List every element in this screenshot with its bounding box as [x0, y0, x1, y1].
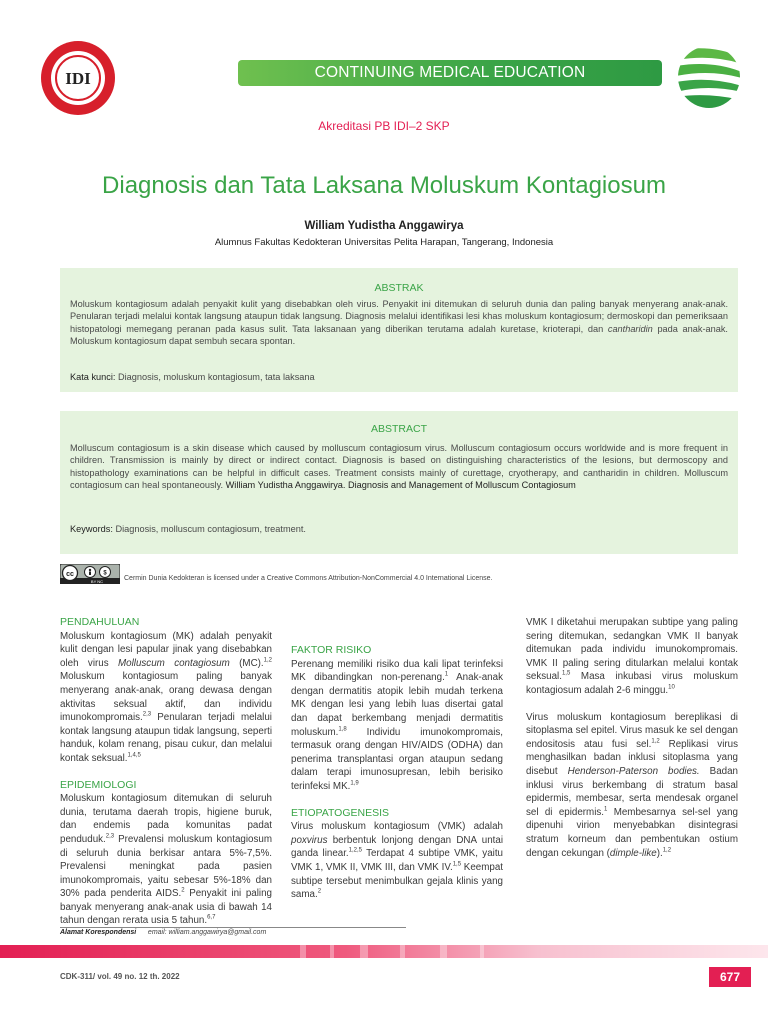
abstrak-keywords: Kata kunci: Diagnosis, moluskum kontagiosum, tata laksana: [70, 372, 315, 382]
accreditation: Akreditasi PB IDI–2 SKP: [318, 119, 450, 133]
column-3: [526, 616, 738, 860]
svg-text:$: $: [103, 570, 107, 577]
cme-banner-text: CONTINUING MEDICAL EDUCATION: [314, 64, 586, 81]
abstract-box: [60, 411, 738, 554]
column-2: [291, 644, 503, 902]
page-number: 677: [709, 967, 751, 987]
section-heading-faktor-risiko: FAKTOR RISIKO: [291, 644, 372, 656]
paragraph-pendahuluan: Moluskum kontagiosum (MK) adalah penyakit kulit dengan lesi papular jinak yang disebabkan oleh virus Molluscum contagiosum (MC).$^{1,2}$ Moluskum kontagiosum paling banyak menyerang anak-anak, orang dewasa dengan aktivitas seksual aktif, dan individu imunokompromais.$^{2,3}$ Penularan terjadi melalui kontak langsung ataupun tidak langsung, seperti handuk, kolam renang, pisau cukur, dan melalui kontak seksual.$^{1,4,5}$: [60, 630, 272, 764]
paragraph-epidemiologi: Moluskum kontagiosum ditemukan di seluruh dunia, terutama daerah tropis, higiene buruk, dan endemis pada komunitas padat penduduk.$^{2,3}$ Prevalensi moluskum kontagiosum di seluruh dunia berkisar antara 5%-7,5%. Prevalensi meningkat pada pasien imunokompromais, yaitu sebesar 5%-18% dan 30% pada penderita AIDS.$^2$ Penyakit ini paling banyak menyerang anak-anak usia di bawah 14 tahun dengan rerata usia 5 tahun.$^{6,7}$: [60, 793, 272, 927]
abstract-keywords: Keywords: Diagnosis, molluscum contagiosum, treatment.: [70, 524, 306, 534]
license-text: Cermin Dunia Kedokteran is licensed under a Creative Commons Attribution-NonCommercial 4.0 International License.: [124, 575, 493, 582]
idi-logo: [38, 38, 118, 118]
svg-text:cc: cc: [66, 571, 74, 578]
abstrak-text: Moluskum kontagiosum adalah penyakit kulit yang disebabkan oleh virus. Penyakit ini ditemukan di seluruh dunia dan paling banyak menyerang anak-anak. Penularan terjadi melalui kontak langsung ataupun tidak langsung. Diagnosis melalui identifikasi lesi khas moluskum kontagiosum; dermoskopi dan pemeriksaan histopatologi memegang peranan pada kasus sulit. Tata laksanaan yang diberikan terutama adalah kuretase, krioterapi, dan cantharidin pada anak-anak. Moluskum kontagiosum dapat sembuh secara spontan.: [70, 299, 728, 347]
abstrak-box: [60, 268, 738, 392]
journal-info: CDK-311/ vol. 49 no. 12 th. 2022: [60, 972, 180, 981]
article-title: Diagnosis dan Tata Laksana Moluskum Kontagiosum: [102, 172, 666, 199]
paragraph-etiopatogenesis-2: Virus moluskum kontagiosum bereplikasi di sitoplasma sel epitel. Virus masuk ke sel dengan endositosis atau fusi sel.$^{1,2}$ Replikasi virus menghasilkan badan inklusi sitoplasma yang disebut Henderson-Paterson bodies. Badan inklusi virus berkembang di stratum basal epidermis, membesar, serta mendesak organel sel di epidermis.$^1$ Membesarnya sel-sel yang dipenuhi virion menyebabkan disintegrasi stratum korneum dan pembentukan ostium dengan cekungan (dimple-like).$^{1,2}$: [526, 711, 738, 859]
section-heading-pendahuluan: PENDAHULUAN: [60, 616, 140, 628]
author-name: William Yudistha Anggawirya: [304, 220, 464, 232]
svg-text:BY NC: BY NC: [90, 579, 104, 584]
divider: [60, 927, 406, 928]
paragraph-etiopatogenesis-1-cont: VMK I diketahui merupakan subtipe yang paling sering ditemukan, sedangkan VMK II banyak ditemukan pada individu imunokompromais. VMK II paling sering ditularkan melalui kontak seksual.$^{1,5}$ Masa inkubasi virus moluskum kontagiosum adalah 2-6 minggu.$^{10}$: [526, 617, 738, 696]
section-heading-etiopatogenesis: ETIOPATOGENESIS: [291, 806, 390, 819]
abstract-heading: ABSTRACT: [370, 423, 427, 435]
abstrak-heading: ABSTRAK: [374, 282, 424, 294]
section-heading-epidemiologi: EPIDEMIOLOGI: [60, 778, 137, 791]
author-affiliation: Alumnus Fakultas Kedokteran Universitas Pelita Harapan, Tangerang, Indonesia: [214, 237, 554, 248]
abstract-text: Molluscum contagiosum is a skin disease which caused by molluscum contagiosum virus. Molluscum contagiosum occurs worldwide and is more frequent in children. Transmission is mainly by direct or indirect contact. Diagnosis is based on distinguishing characteristics of the lesions, but dermoscopy and histopathology examinations can be helpful in difficult cases. Treatment consists mainly of curettage, cryotherapy, and cantharidin in children. Molluscum contagiosum can heal spontaneously. William Yudistha Anggawirya. Diagnosis and Management of Molluscum Contagiosum: [70, 443, 728, 491]
creative-commons-icon: [60, 564, 120, 584]
correspondence: Alamat Korespondensi email: william.anggawirya@gmail.com: [60, 929, 267, 936]
footer-color-stripe: [0, 945, 768, 958]
cdk-globe-logo: [676, 44, 742, 110]
logo-text: IDI: [65, 69, 91, 88]
paragraph-faktor-risiko: Perenang memiliki risiko dua kali lipat terinfeksi MK dibandingkan non-perenang.$^1$ Anak-anak dengan dermatitis atopik lebih mudah terkena MK dengan lesi yang lebih luas disertai gatal dan dapat berkembang menjadi dermatitis moluskum.$^{1,8}$ Individu imunokompromais, termasuk orang dengan HIV/AIDS (ODHA) dan penerima transplantasi organ ataupun sedang dalam terapi imunosupresan, lebih berisiko terinfeksi MK.$^{1,9}$: [291, 658, 503, 792]
paragraph-etiopatogenesis-1: Virus moluskum kontagiosum (VMK) adalah poxvirus berbentuk lonjong dengan DNA untai ganda linear.$^{1,2,5}$ Terdapat 4 subtipe VMK, yaitu VMK 1, VMK II, VMK III, dan VMK IV.$^{1,5}$ Keempat subtipe tersebut menimbulkan gejala klinis yang sama.$^2$: [291, 821, 504, 901]
column-1: [60, 616, 272, 928]
